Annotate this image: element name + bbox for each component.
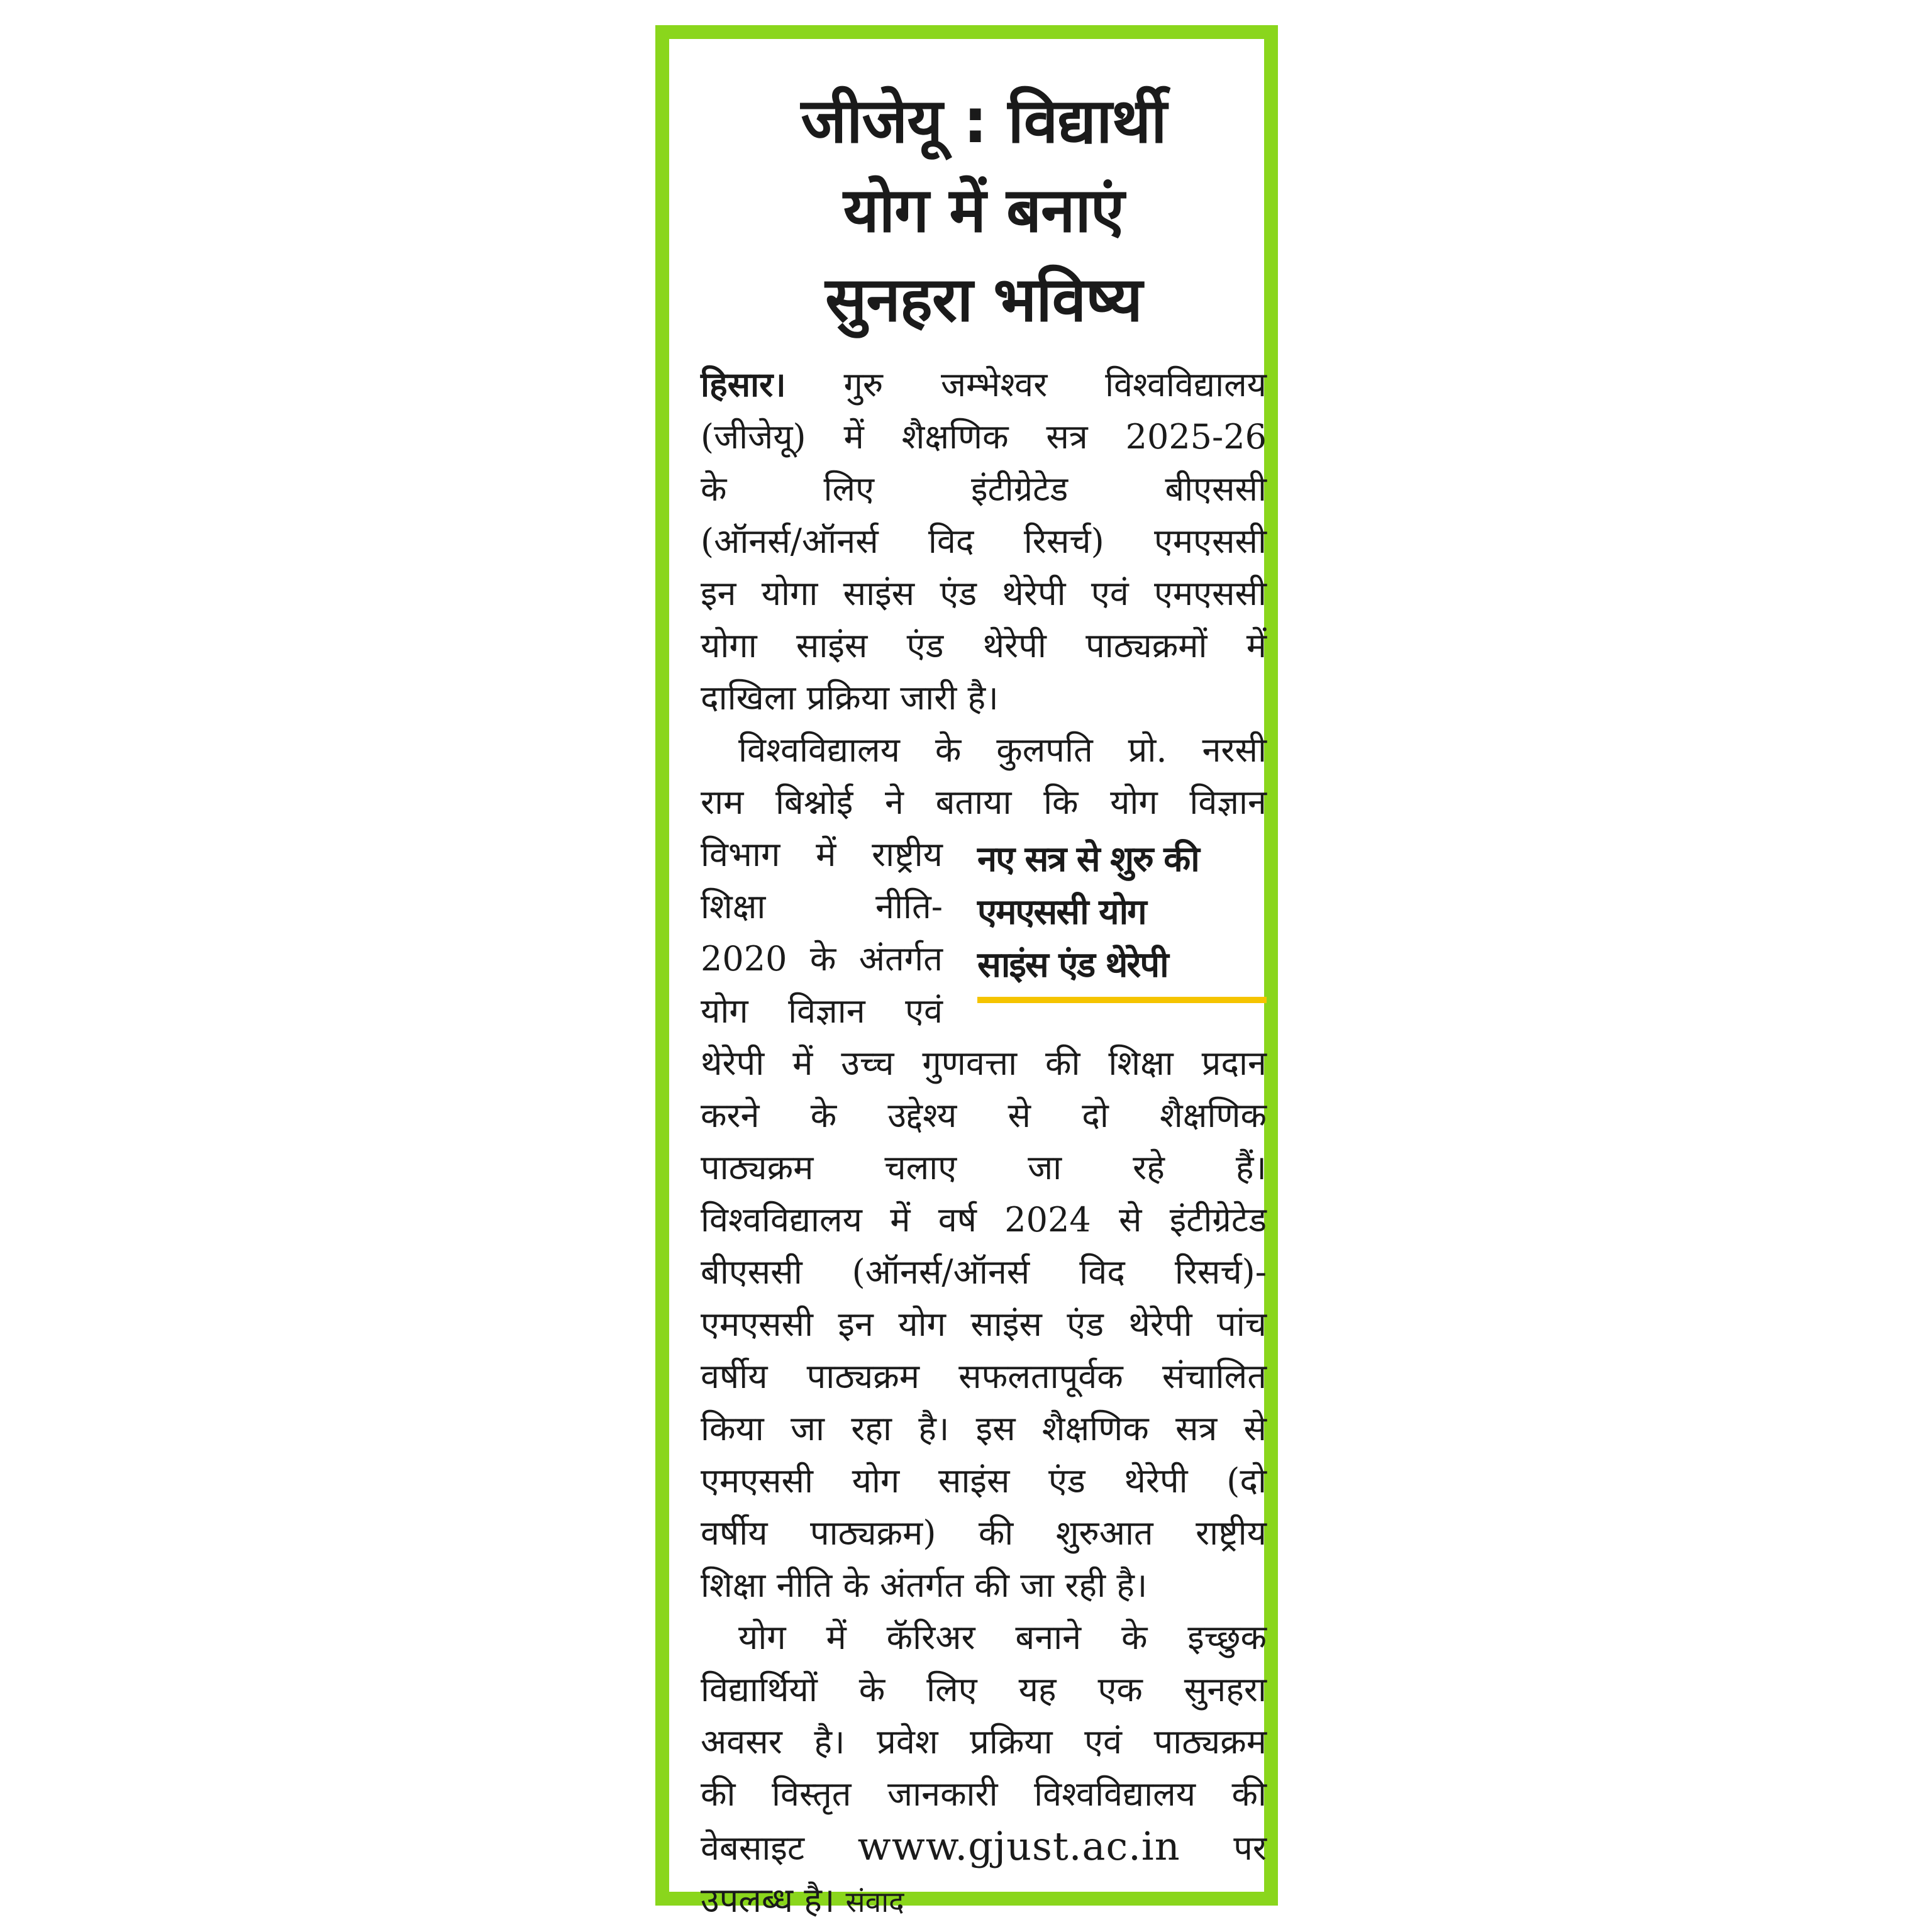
wrap-with-callout	[701, 828, 1267, 1037]
headline	[701, 77, 1267, 345]
body-line: दाखिला प्रक्रिया जारी है।	[701, 678, 999, 718]
body-line: पाठ्यक्रम चलाए जा रहे हैं।	[701, 1148, 1267, 1187]
body-line: योग विज्ञान एवं	[701, 991, 943, 1031]
body-line: के लिए इंटीग्रेटेड बीएससी	[701, 469, 1267, 509]
closing-text: उपलब्ध है।	[701, 1880, 835, 1920]
body-line: विश्वविद्यालय में वर्ष 2024 से इंटीग्रेटेड	[701, 1200, 1267, 1240]
body-line: योग में कॅरिअर बनाने के इच्छुक	[738, 1618, 1267, 1657]
body-line: 2020 के अंतर्गत	[701, 939, 943, 979]
body-line: वर्षीय पाठ्यक्रम सफलतापूर्वक संचालित	[701, 1357, 1267, 1396]
body-line: बीएससी (ऑनर्स/ऑनर्स विद रिसर्च)-	[701, 1252, 1267, 1292]
body-text: गुरु जम्भेश्वर विश्वविद्यालय	[843, 365, 1267, 404]
article-body	[701, 358, 1267, 1928]
pull-quote-line: नए सत्र से शुरु की	[977, 839, 1199, 880]
byline-credit: संवाद	[845, 1885, 904, 1919]
body-line: विश्वविद्यालय के कुलपति प्रो. नरसी	[738, 730, 1267, 770]
body-line: विद्यार्थियों के लिए यह एक सुनहरा	[701, 1670, 1267, 1709]
website-suffix: पर	[1233, 1828, 1267, 1868]
headline-line: योग में बनाएं	[843, 175, 1124, 247]
body-line: वर्षीय पाठ्यक्रम) की शुरुआत राष्ट्रीय	[701, 1513, 1267, 1553]
body-line: इन योगा साइंस एंड थेरेपी एवं एमएससी	[701, 574, 1267, 613]
body-line: विभाग में राष्ट्रीय	[701, 835, 943, 874]
body-line: किया जा रहा है। इस शैक्षणिक सत्र से	[701, 1409, 1267, 1448]
body-line: थेरेपी में उच्च गुणवत्ता की शिक्षा प्रदान	[701, 1043, 1267, 1083]
body-line	[701, 1874, 1267, 1928]
body-line: अवसर है। प्रवेश प्रक्रिया एवं पाठ्यक्रम	[701, 1722, 1267, 1762]
website-prefix: वेबसाइट	[701, 1828, 805, 1868]
body-line: एमएससी इन योग साइंस एंड थेरेपी पांच	[701, 1304, 1267, 1344]
wrapped-text	[701, 828, 943, 1037]
website-url: www.gjust.ac.in	[857, 1823, 1180, 1869]
body-line: शिक्षा नीति-	[701, 887, 943, 926]
clipping-content	[701, 64, 1267, 1920]
body-line: की विस्तृत जानकारी विश्वविद्यालय की	[701, 1774, 1267, 1814]
body-line: (जीजेयू) में शैक्षणिक सत्र 2025-26	[701, 417, 1267, 457]
body-line: (ऑनर्स/ऑनर्स विद रिसर्च) एमएससी	[701, 521, 1267, 561]
body-line	[701, 1820, 1267, 1874]
headline-line: सुनहरा भविष्य	[825, 264, 1142, 336]
body-line: शिक्षा नीति के अंतर्गत की जा रही है।	[701, 1565, 1148, 1605]
dateline: हिसार।	[701, 365, 786, 404]
body-line: राम बिश्नोई ने बताया कि योग विज्ञान	[701, 782, 1267, 822]
body-line: योगा साइंस एंड थेरेपी पाठ्यक्रमों में	[701, 626, 1267, 665]
body-line: करने के उद्देश्य से दो शैक्षणिक	[701, 1096, 1267, 1135]
pull-quote	[977, 828, 1267, 992]
pull-quote-line: साइंस एंड थेरेपी	[977, 945, 1168, 985]
headline-line: जीजेयू : विद्यार्थी	[801, 86, 1167, 157]
pull-quote-line: एमएससी योग	[977, 892, 1146, 933]
pull-quote-underline	[977, 997, 1267, 1003]
body-line	[701, 358, 1267, 411]
news-clipping	[655, 25, 1278, 1920]
body-line: एमएससी योग साइंस एंड थेरेपी (दो	[701, 1461, 1267, 1501]
